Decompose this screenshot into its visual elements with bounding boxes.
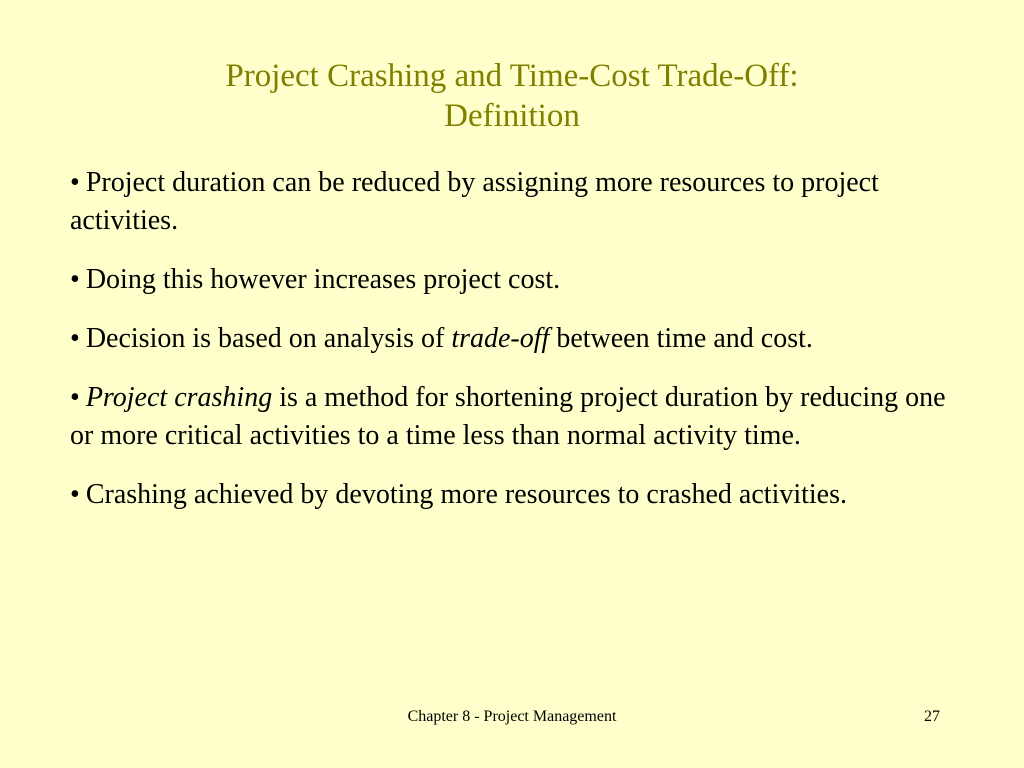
bullet-text-after: is a method for shortening project duration by reducing one or more critical activities to a time less than normal activity time. — [70, 382, 946, 451]
bullet-text: Crashing achieved by devoting more resources to crashed activities. — [85, 479, 848, 510]
bullet-item-crashing-resources — [70, 476, 970, 514]
bullet-item-resources — [70, 164, 970, 240]
page-number: 27 — [924, 708, 940, 725]
bullet-text-after: between time and cost. — [549, 323, 813, 354]
bullet-emphasis-trade-off: trade-off — [451, 323, 550, 354]
bullet-text: Doing this however increases project cost. — [85, 264, 561, 295]
slide-footer: Chapter 8 - Project Management — [407, 708, 617, 725]
bullet-item-decision — [70, 320, 970, 358]
slide-title — [100, 56, 924, 136]
bullet-marker: • — [70, 479, 80, 510]
bullet-marker: • — [70, 382, 80, 413]
bullet-list — [70, 164, 970, 535]
bullet-item-cost — [70, 261, 970, 299]
bullet-text-before: Decision is based on analysis of — [85, 323, 452, 354]
slide-title-line-1: Project Crashing and Time-Cost Trade-Off: — [225, 58, 799, 94]
bullet-marker: • — [70, 167, 80, 198]
bullet-item-crashing-definition — [70, 379, 970, 455]
slide-title-line-2: Definition — [444, 98, 580, 134]
bullet-marker: • — [70, 323, 80, 354]
bullet-emphasis-project-crashing: Project crashing — [85, 382, 273, 413]
bullet-marker: • — [70, 264, 80, 295]
bullet-text: Project duration can be reduced by assigning more resources to project activities. — [70, 167, 879, 236]
